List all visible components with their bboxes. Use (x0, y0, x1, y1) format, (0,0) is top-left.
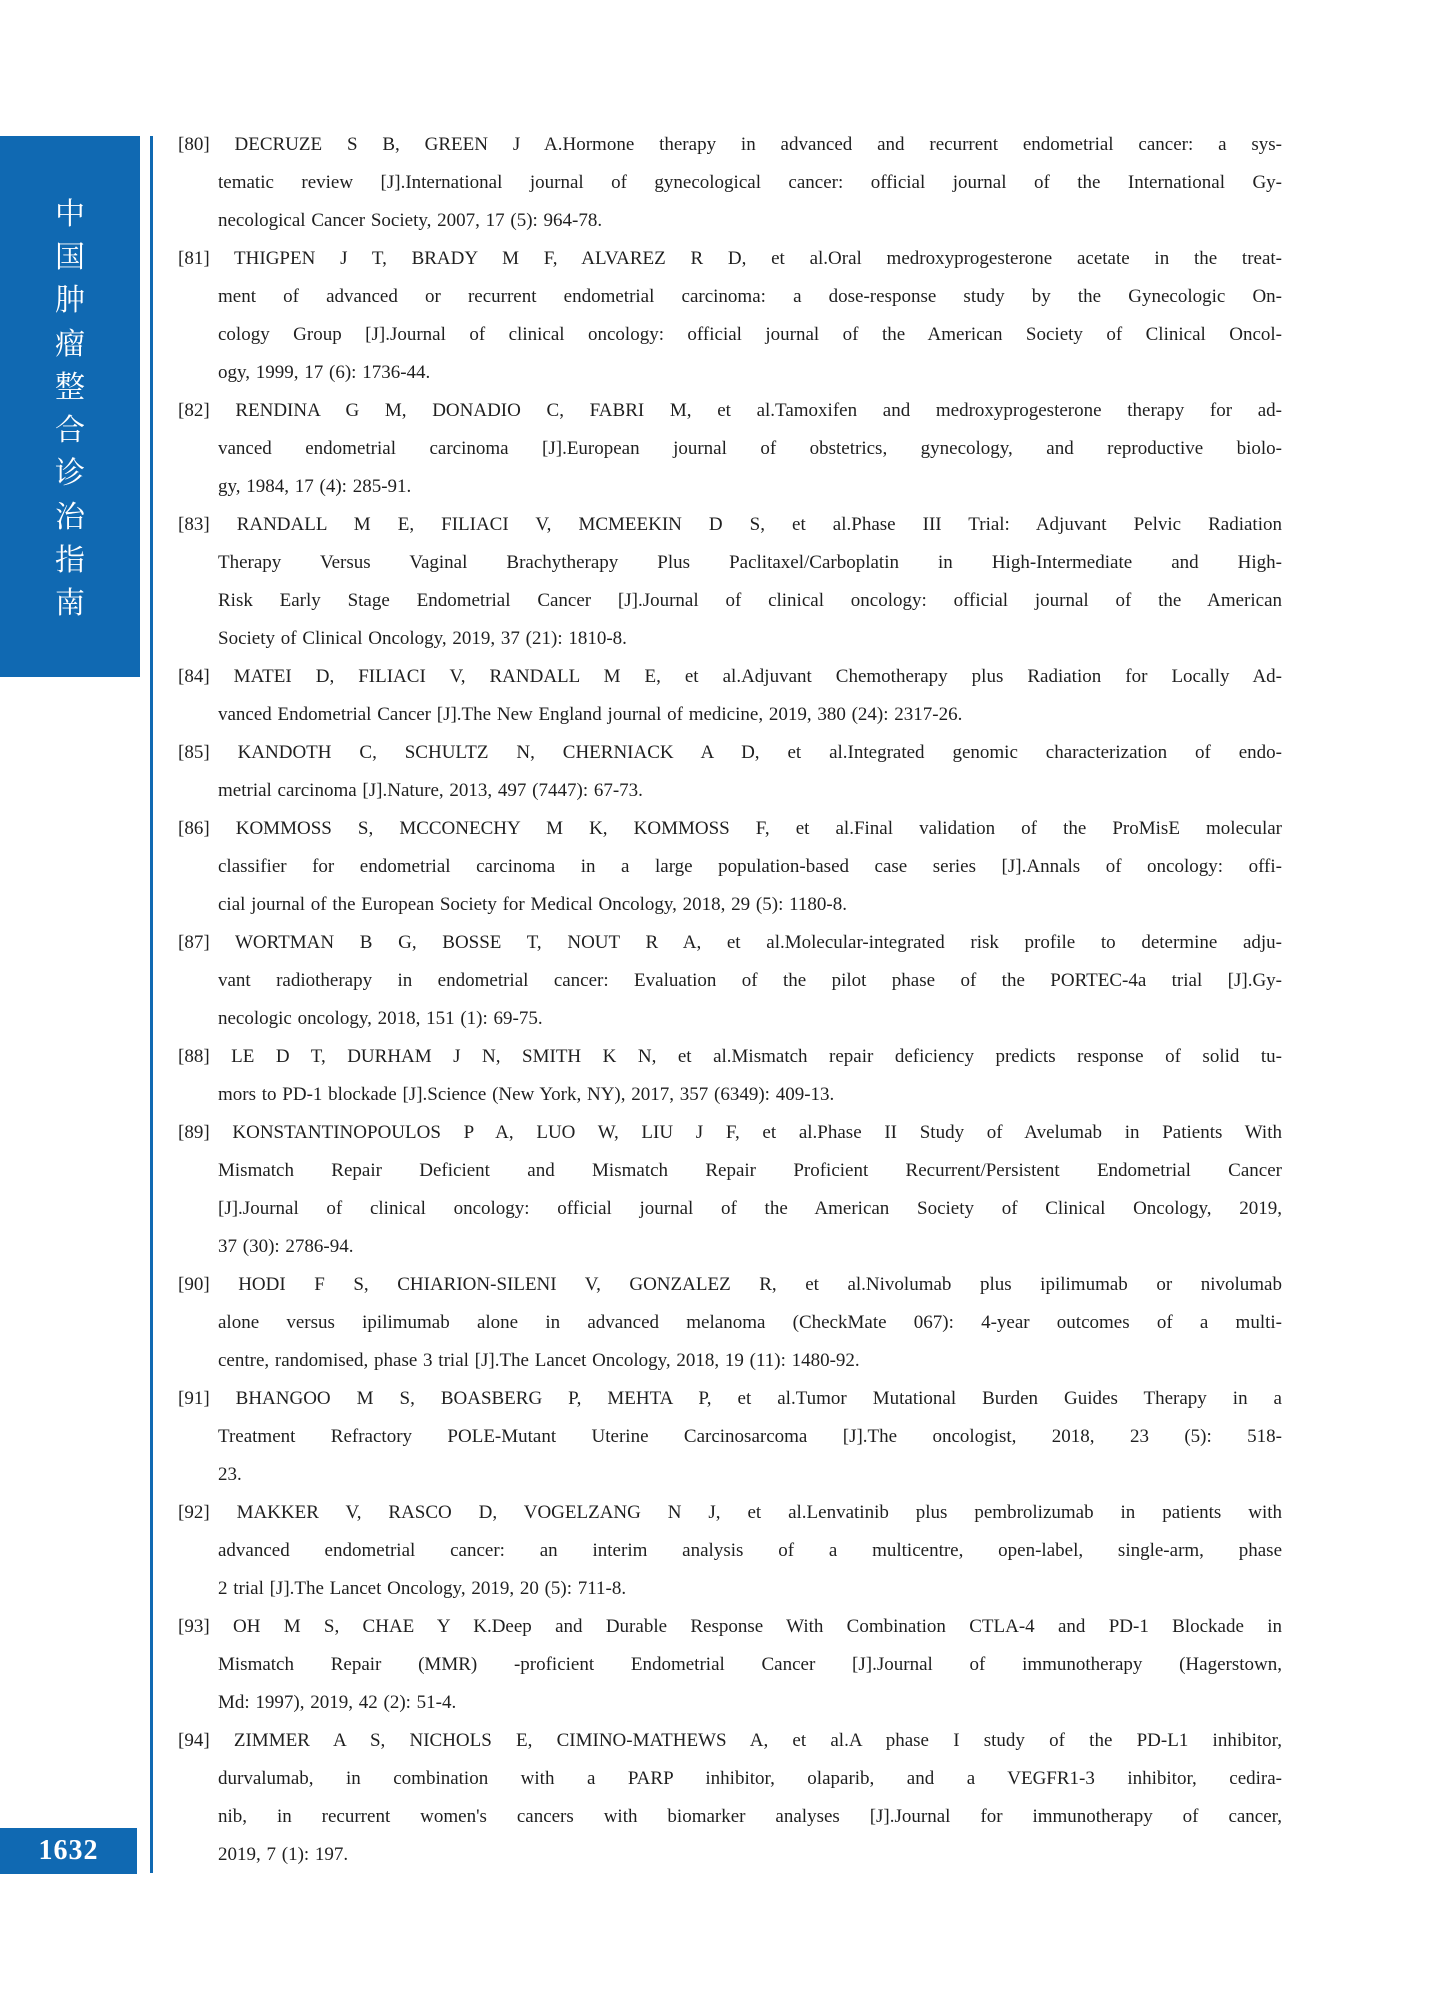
reference-list (178, 126, 1282, 1874)
reference-line: Risk Early Stage Endometrial Cancer [J].Journal of clinical oncology: official journal of the American (218, 590, 1282, 611)
reference-line: [89] KONSTANTINOPOULOS P A, LUO W, LIU J F, et al.Phase II Study of Avelumab in Patients With (178, 1122, 1282, 1143)
reference-line: cial journal of the European Society for Medical Oncology, 2018, 29 (5): 1180-8. (218, 894, 847, 915)
reference-line: [88] LE D T, DURHAM J N, SMITH K N, et al.Mismatch repair deficiency predicts response of solid tu- (178, 1046, 1282, 1067)
reference-item (178, 1266, 1282, 1380)
reference-line: Therapy Versus Vaginal Brachytherapy Plus Paclitaxel/Carboplatin in High-Intermediate and High- (218, 552, 1282, 573)
reference-line: 23. (218, 1464, 242, 1485)
reference-line: [87] WORTMAN B G, BOSSE T, NOUT R A, et al.Molecular-integrated risk profile to determine adju- (178, 932, 1282, 953)
reference-line: centre, randomised, phase 3 trial [J].The Lancet Oncology, 2018, 19 (11): 1480-92. (218, 1350, 860, 1371)
reference-item (178, 126, 1282, 240)
reference-line: [91] BHANGOO M S, BOASBERG P, MEHTA P, et al.Tumor Mutational Burden Guides Therapy in a (178, 1388, 1282, 1409)
reference-line: nib, in recurrent women's cancers with biomarker analyses [J].Journal for immunotherapy of cancer, (218, 1806, 1282, 1827)
reference-line: classifier for endometrial carcinoma in a large population-based case series [J].Annals of oncology: offi- (218, 856, 1282, 877)
reference-line: Mismatch Repair Deficient and Mismatch Repair Proficient Recurrent/Persistent Endometrial Cancer (218, 1160, 1282, 1181)
sidebar-banner-char: 合 (55, 414, 85, 448)
reference-line: 37 (30): 2786-94. (218, 1236, 354, 1257)
reference-line: 2019, 7 (1): 197. (218, 1844, 349, 1865)
reference-line: durvalumab, in combination with a PARP inhibitor, olaparib, and a VEGFR1-3 inhibitor, cedira- (218, 1768, 1282, 1789)
reference-line: [81] THIGPEN J T, BRADY M F, ALVAREZ R D, et al.Oral medroxyprogesterone acetate in the treat- (178, 248, 1282, 269)
reference-item (178, 924, 1282, 1038)
reference-line: necological Cancer Society, 2007, 17 (5): 964-78. (218, 210, 603, 231)
reference-item (178, 810, 1282, 924)
reference-item (178, 1038, 1282, 1114)
reference-line: [83] RANDALL M E, FILIACI V, MCMEEKIN D S, et al.Phase III Trial: Adjuvant Pelvic Radiation (178, 514, 1282, 535)
reference-line: Society of Clinical Oncology, 2019, 37 (21): 1810-8. (218, 628, 627, 649)
reference-item (178, 240, 1282, 392)
sidebar-banner-char: 肿 (55, 284, 85, 318)
reference-line: [94] ZIMMER A S, NICHOLS E, CIMINO-MATHEWS A, et al.A phase I study of the PD-L1 inhibitor, (178, 1730, 1282, 1751)
reference-line: 2 trial [J].The Lancet Oncology, 2019, 20 (5): 711-8. (218, 1578, 627, 1599)
sidebar-banner-char: 整 (55, 370, 85, 404)
sidebar-banner (0, 136, 140, 677)
sidebar-banner-char: 治 (55, 500, 85, 534)
reference-line: cology Group [J].Journal of clinical oncology: official journal of the American Society of Clinical Oncol- (218, 324, 1282, 345)
reference-line: [85] KANDOTH C, SCHULTZ N, CHERNIACK A D, et al.Integrated genomic characterization of endo- (178, 742, 1282, 763)
sidebar-banner-char: 诊 (55, 457, 85, 491)
reference-line: necologic oncology, 2018, 151 (1): 69-75. (218, 1008, 543, 1029)
reference-line: vant radiotherapy in endometrial cancer: Evaluation of the pilot phase of the PORTEC-4a trial [J].Gy- (218, 970, 1282, 991)
reference-line: [82] RENDINA G M, DONADIO C, FABRI M, et al.Tamoxifen and medroxyprogesterone therapy for ad- (178, 400, 1282, 421)
reference-line: [80] DECRUZE S B, GREEN J A.Hormone therapy in advanced and recurrent endometrial cancer: a sys- (178, 134, 1282, 155)
sidebar-banner-char: 中 (55, 198, 85, 231)
sidebar-banner-char: 瘤 (55, 327, 85, 361)
reference-line: [93] OH M S, CHAE Y K.Deep and Durable Response With Combination CTLA-4 and PD-1 Blockade in (178, 1616, 1282, 1637)
reference-line: alone versus ipilimumab alone in advanced melanoma (CheckMate 067): 4-year outcomes of a multi- (218, 1312, 1282, 1333)
page-number: 1632 (38, 1835, 99, 1866)
reference-line: ogy, 1999, 17 (6): 1736-44. (218, 362, 431, 383)
reference-item (178, 1114, 1282, 1266)
reference-line: [86] KOMMOSS S, MCCONECHY M K, KOMMOSS F, et al.Final validation of the ProMisE molecular (178, 818, 1282, 839)
reference-item (178, 506, 1282, 658)
reference-line: [92] MAKKER V, RASCO D, VOGELZANG N J, et al.Lenvatinib plus pembrolizumab in patients with (178, 1502, 1282, 1523)
reference-item (178, 1380, 1282, 1494)
reference-line: Treatment Refractory POLE-Mutant Uterine Carcinosarcoma [J].The oncologist, 2018, 23 (5): 518- (218, 1426, 1282, 1447)
sidebar-banner-char: 指 (55, 543, 85, 577)
reference-item (178, 1608, 1282, 1722)
reference-line: [84] MATEI D, FILIACI V, RANDALL M E, et al.Adjuvant Chemotherapy plus Radiation for Locally Ad- (178, 666, 1282, 687)
reference-line: [90] HODI F S, CHIARION-SILENI V, GONZALEZ R, et al.Nivolumab plus ipilimumab or nivolumab (178, 1274, 1282, 1295)
reference-line: advanced endometrial cancer: an interim analysis of a multicentre, open-label, single-arm, phase (218, 1540, 1282, 1561)
reference-line: tematic review [J].International journal of gynecological cancer: official journal of the International Gy- (218, 172, 1282, 193)
vertical-divider (150, 136, 153, 1873)
reference-item (178, 392, 1282, 506)
reference-item (178, 734, 1282, 810)
reference-item (178, 1494, 1282, 1608)
reference-line: gy, 1984, 17 (4): 285-91. (218, 476, 412, 497)
reference-line: vanced Endometrial Cancer [J].The New England journal of medicine, 2019, 380 (24): 2317-26. (218, 704, 963, 725)
sidebar-banner-char: 南 (55, 586, 85, 620)
reference-line: Md: 1997), 2019, 42 (2): 51-4. (218, 1692, 457, 1713)
reference-line: Mismatch Repair (MMR) -proficient Endometrial Cancer [J].Journal of immunotherapy (Hagerstown, (218, 1654, 1282, 1675)
reference-item (178, 1722, 1282, 1874)
reference-line: mors to PD-1 blockade [J].Science (New York, NY), 2017, 357 (6349): 409-13. (218, 1084, 835, 1105)
reference-item (178, 658, 1282, 734)
sidebar-banner-char: 国 (55, 241, 85, 275)
reference-line: ment of advanced or recurrent endometrial carcinoma: a dose-response study by the Gynecologic On- (218, 286, 1282, 307)
page-number-badge (0, 1828, 137, 1874)
reference-line: metrial carcinoma [J].Nature, 2013, 497 (7447): 67-73. (218, 780, 643, 801)
reference-line: [J].Journal of clinical oncology: official journal of the American Society of Clinical Oncology, 2019, (218, 1198, 1282, 1219)
reference-line: vanced endometrial carcinoma [J].European journal of obstetrics, gynecology, and reproductive biolo- (218, 438, 1282, 459)
